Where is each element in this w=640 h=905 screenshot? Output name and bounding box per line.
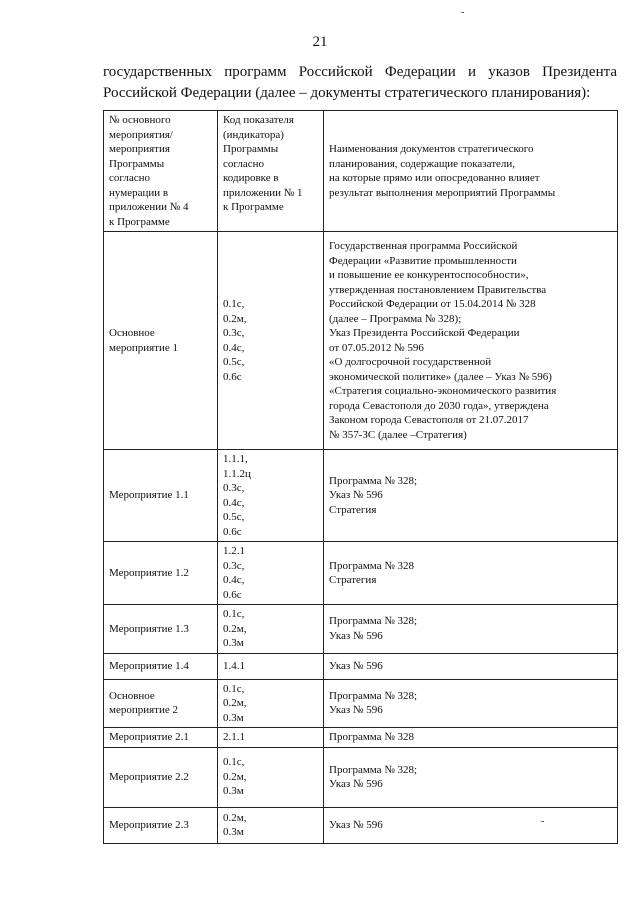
table-row	[104, 679, 618, 728]
cell-line: «О долгосрочной государственной	[329, 356, 492, 368]
cell-line: нумерации в	[109, 186, 169, 199]
cell-line: Указ № 596	[329, 704, 383, 717]
cell-line: Указ № 596	[329, 659, 383, 672]
event-name-cell	[104, 747, 218, 807]
cell-line: (далее – Программа № 328);	[329, 312, 462, 325]
cell-line: утвержденная постановлением Правительства	[329, 283, 547, 296]
cell-line: 1.1.2ц	[223, 467, 251, 480]
cell-line: 0.2м,	[223, 811, 247, 824]
cell-line: 0.1с,	[223, 608, 245, 620]
event-name-cell	[104, 807, 218, 843]
cell-line: Мероприятие 2.2	[109, 770, 189, 783]
cell-line: (индикатора)	[223, 128, 284, 141]
cell-line: приложении № 4	[109, 201, 189, 213]
cell-line: Основное	[109, 689, 155, 702]
documents-cell	[324, 807, 618, 843]
intro-paragraph	[103, 62, 617, 104]
cell-line: 0.3м	[223, 826, 244, 838]
cell-line: 0.5с,	[223, 511, 245, 523]
cell-line: 0.2м,	[223, 697, 247, 709]
scan-mark	[541, 821, 544, 822]
cell-line: Указ № 596	[329, 629, 383, 642]
event-name-cell	[104, 232, 218, 450]
cell-line: 1.4.1	[223, 659, 245, 672]
documents-cell	[324, 232, 618, 450]
cell-line: 0.4с,	[223, 574, 245, 586]
cell-line: Указ № 596	[329, 778, 383, 790]
cell-line: Программа № 328;	[329, 689, 418, 702]
indicator-codes-cell	[218, 653, 324, 679]
cell-line: 0.1с,	[223, 298, 245, 310]
intro-line-2: Российской Федерации (далее – документы стратегического планирования):	[103, 85, 591, 101]
cell-line: Стратегия	[329, 574, 377, 586]
cell-line: 0.1с,	[223, 756, 245, 769]
cell-line: Основное	[109, 327, 155, 339]
indicator-codes-cell	[218, 728, 324, 748]
cell-line: 0.3с,	[223, 327, 245, 339]
cell-line: от 07.05.2012 № 596	[329, 341, 424, 354]
cell-line: «Стратегия социально-экономического развития	[329, 385, 557, 397]
header-event-number	[104, 111, 218, 232]
documents-cell	[324, 542, 618, 605]
cell-line: Законом города Севастополя от 21.07.2017	[329, 414, 529, 426]
cell-line: Мероприятие 1.2	[109, 566, 189, 579]
event-name-cell	[104, 653, 218, 679]
cell-line: Государственная программа Российской	[329, 240, 518, 252]
cell-line: приложении № 1	[223, 186, 303, 199]
cell-line: 0.1с,	[223, 682, 245, 695]
cell-line: 0.4с,	[223, 341, 245, 354]
cell-line: 0.6с	[223, 588, 242, 601]
cell-line: Код показателя	[223, 114, 294, 126]
table-row	[104, 747, 618, 807]
cell-line: 0.2м,	[223, 622, 247, 635]
cell-line: 0.2м,	[223, 312, 247, 325]
cell-line: мероприятия	[109, 143, 170, 155]
table-row	[104, 450, 618, 542]
table-row	[104, 807, 618, 843]
cell-line: 0.3м	[223, 785, 244, 798]
cell-line: согласно	[223, 157, 264, 170]
cell-line: 0.6с	[223, 525, 242, 538]
cell-line: 0.3с,	[223, 559, 245, 572]
table-row	[104, 232, 618, 450]
cell-line: Наименования документов стратегического	[329, 143, 534, 155]
cell-line: Мероприятие 1.3	[109, 622, 189, 635]
event-name-cell	[104, 679, 218, 728]
cell-line: Программа № 328;	[329, 615, 418, 628]
scan-mark	[461, 12, 464, 13]
cell-line: Мероприятие 2.1	[109, 731, 189, 743]
cell-line: 1.2.1	[223, 545, 245, 557]
cell-line: 1.1.1,	[223, 453, 248, 465]
intro-line-1: государственных программ Российской Федерации и указов Президента	[103, 64, 617, 80]
cell-line: Программа № 328	[329, 559, 415, 572]
cell-line: Мероприятие 1.1	[109, 489, 189, 502]
documents-cell	[324, 728, 618, 748]
indicator-codes-cell	[218, 450, 324, 542]
indicator-codes-cell	[218, 807, 324, 843]
cell-line: города Севастополя до 2030 года», утверждена	[329, 399, 549, 412]
cell-line: Программа № 328	[329, 731, 415, 743]
cell-line: Российской Федерации от 15.04.2014 № 328	[329, 298, 536, 310]
cell-line: Мероприятие 1.4	[109, 659, 189, 672]
cell-line: Указ № 596	[329, 818, 383, 831]
cell-line: экономической политике» (далее – Указ № 596)	[329, 370, 552, 383]
cell-line: Программы	[223, 143, 279, 155]
page-number: 21	[312, 34, 328, 50]
event-name-cell	[104, 542, 218, 605]
cell-line: № основного	[109, 114, 171, 126]
event-name-cell	[104, 450, 218, 542]
documents-cell	[324, 605, 618, 654]
cell-line: 0.6с	[223, 370, 242, 383]
cell-line: Мероприятие 2.3	[109, 818, 189, 831]
cell-line: Стратегия	[329, 503, 377, 516]
cell-line: и повышение ее конкурентоспособности»,	[329, 269, 529, 281]
documents-cell	[324, 747, 618, 807]
table-row	[104, 542, 618, 605]
event-name-cell	[104, 605, 218, 654]
cell-line: согласно	[109, 172, 150, 184]
indicator-codes-cell	[218, 542, 324, 605]
cell-line: 0.4с,	[223, 496, 245, 509]
cell-line: результат выполнения мероприятий Программы	[329, 186, 556, 199]
cell-line: 0.5с,	[223, 356, 245, 368]
cell-line: мероприятия/	[109, 128, 173, 141]
header-indicator-code	[218, 111, 324, 232]
table-row	[104, 728, 618, 748]
cell-line: Федерации «Развитие промышленности	[329, 254, 517, 267]
cell-line: 0.2м,	[223, 770, 247, 783]
documents-cell	[324, 679, 618, 728]
indicator-codes-cell	[218, 605, 324, 654]
table-row	[104, 653, 618, 679]
cell-line: Программы	[109, 157, 165, 170]
cell-line: к Программе	[223, 201, 284, 213]
event-name-cell	[104, 728, 218, 748]
table-row	[104, 605, 618, 654]
indicator-codes-cell	[218, 232, 324, 450]
header-document-names	[324, 111, 618, 232]
cell-line: 0.3с,	[223, 482, 245, 494]
cell-line: Указ № 596	[329, 489, 383, 502]
table-header-row	[104, 111, 618, 232]
strategic-documents-table	[103, 110, 618, 844]
cell-line: 0.3м	[223, 637, 244, 649]
cell-line: № 357-ЗС (далее –Стратегия)	[329, 428, 467, 441]
cell-line: 2.1.1	[223, 731, 245, 743]
documents-cell	[324, 653, 618, 679]
cell-line: Программа № 328;	[329, 763, 418, 776]
cell-line: планирования, содержащие показатели,	[329, 157, 516, 170]
documents-cell	[324, 450, 618, 542]
cell-line: Программа № 328;	[329, 474, 418, 487]
cell-line: мероприятие 1	[109, 341, 179, 354]
cell-line: Указ Президента Российской Федерации	[329, 327, 520, 339]
indicator-codes-cell	[218, 747, 324, 807]
cell-line: к Программе	[109, 215, 170, 228]
cell-line: 0.3м	[223, 711, 244, 724]
cell-line: на которые прямо или опосредованно влияет	[329, 172, 540, 184]
cell-line: мероприятие 2	[109, 704, 179, 717]
cell-line: кодировке в	[223, 172, 279, 184]
indicator-codes-cell	[218, 679, 324, 728]
